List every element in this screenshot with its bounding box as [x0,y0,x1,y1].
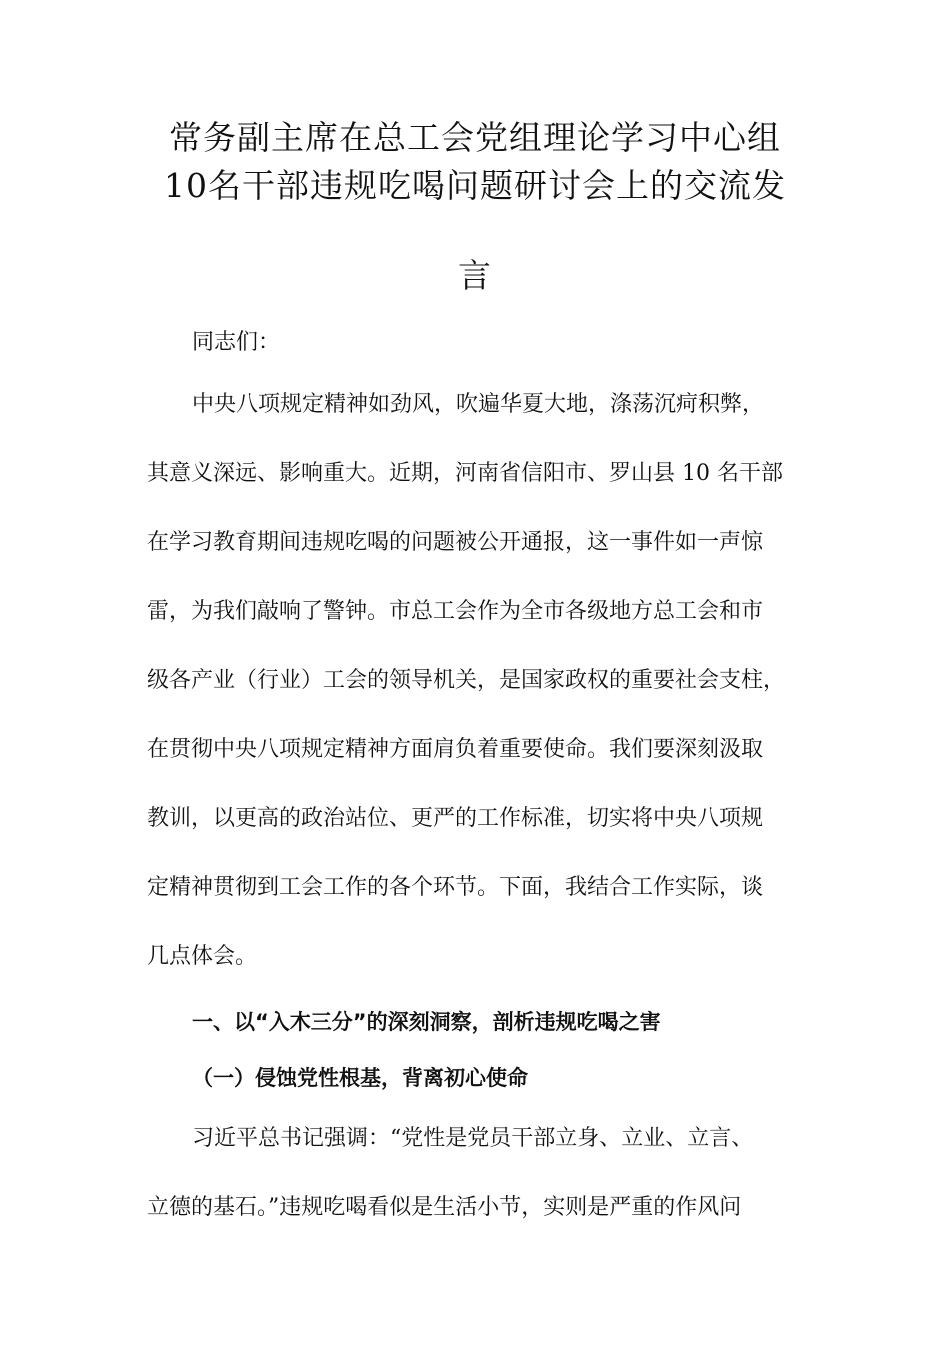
paragraph1-line: 在学习教育期间违规吃喝的问题被公开通报，这一事件如一声惊 [147,530,764,555]
section-heading-1: 一、以“入木三分”的深刻洞察，剖析违规吃喝之害 [192,1010,661,1034]
paragraph1-line: 其意义深远、影响重大。近期，河南省信阳市、罗山县 10 名干部 [147,461,783,486]
title-line-1: 常务副主席在总工会党组理论学习中心组 [169,118,781,157]
salutation: 同志们： [192,330,281,355]
paragraph1-line: 雷，为我们敲响了警钟。市总工会作为全市各级地方总工会和市 [147,599,764,624]
paragraph1-line: 定精神贯彻到工会工作的各个环节。下面，我结合工作实际，谈 [147,875,764,900]
title-line-2: 10名干部违规吃喝问题研讨会上的交流发 [164,166,786,205]
paragraph1-line: 教训，以更高的政治站位、更严的工作标准，切实将中央八项规 [147,806,764,831]
paragraph2-line: 立德的基石。”违规吃喝看似是生活小节，实则是严重的作风问 [147,1195,742,1220]
paragraph1-line: 几点体会。 [147,944,258,969]
subsection-heading-1: （一）侵蚀党性根基，背离初心使命 [192,1066,528,1090]
title-line-3: 言 [458,256,492,295]
paragraph1-line: 中央八项规定精神如劲风，吹遍华夏大地，涤荡沉疴积弊， [192,392,765,417]
paragraph1-line: 在贯彻中央八项规定精神方面肩负着重要使命。我们要深刻汲取 [147,737,764,762]
paragraph2-line: 习近平总书记强调：“党性是党员干部立身、立业、立言、 [192,1126,754,1151]
paragraph1-line: 级各产业（行业）工会的领导机关，是国家政权的重要社会支柱， [147,668,786,693]
